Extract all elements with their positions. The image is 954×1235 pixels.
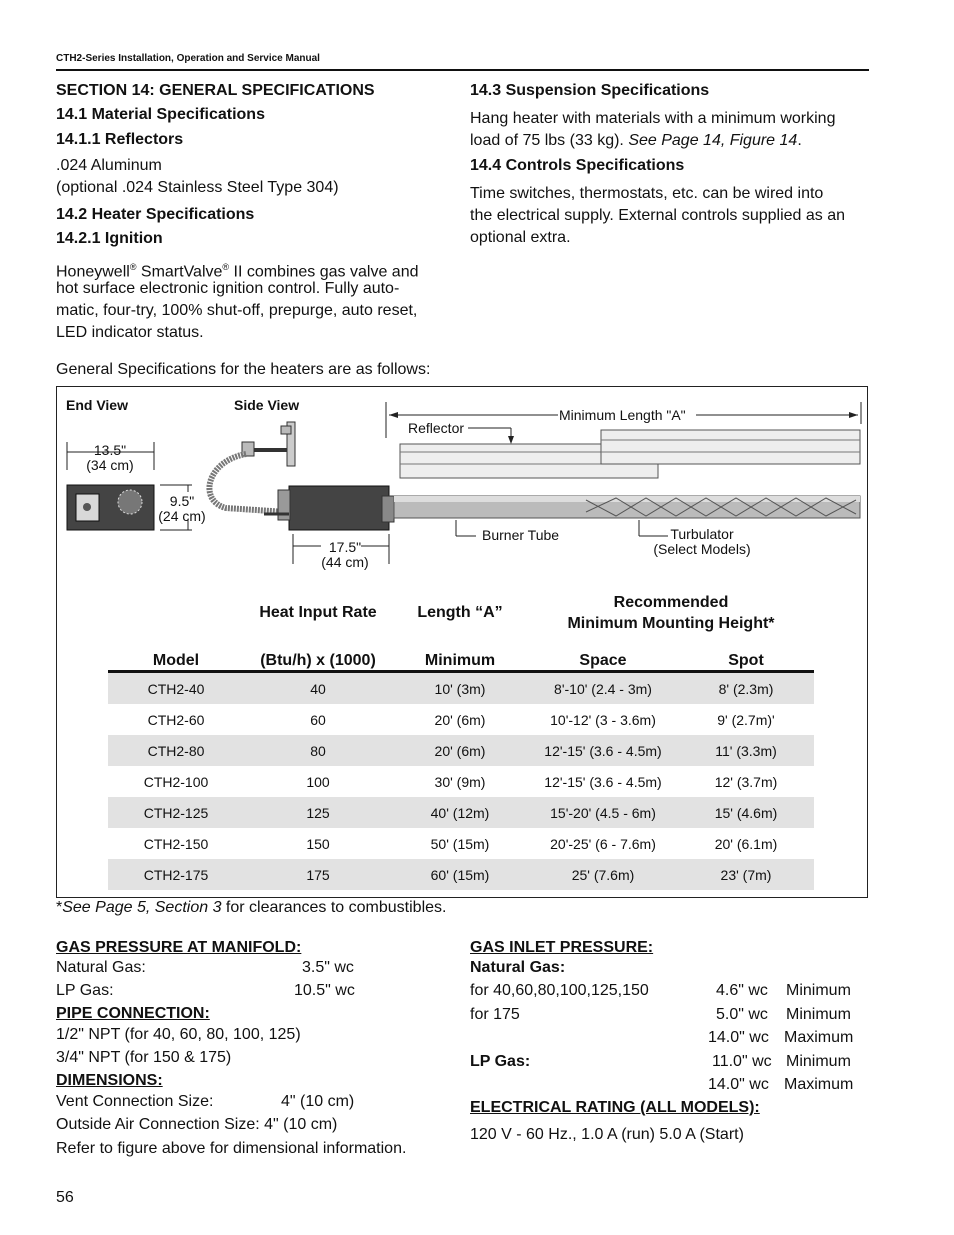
cell-space: 15'-20' (4.5 - 6m): [528, 797, 678, 828]
burner-tube-label: Burner Tube: [482, 527, 560, 543]
width-inches: 13.5": [93, 442, 127, 458]
cell-space: 12'-15' (3.6 - 4.5m): [544, 773, 662, 790]
cell-heat-input: 40: [244, 672, 392, 705]
page-number: 56: [56, 1189, 74, 1206]
inlet-row5-value: 14.0" wc: [708, 1076, 769, 1093]
footnote-star: *: [56, 899, 63, 916]
table-row: [108, 859, 814, 890]
turbulator-name: Turbulator: [670, 526, 734, 542]
cell-model: CTH2-125: [108, 797, 244, 828]
cell-length: 50' (15m): [430, 835, 490, 852]
table-row: [108, 797, 814, 828]
cell-spot: 20' (6.1m): [714, 835, 778, 852]
electrical-value: 120 V - 60 Hz., 1.0 A (run) 5.0 A (Start): [470, 1126, 744, 1143]
table-row: [108, 672, 814, 705]
cell-model: CTH2-150: [143, 835, 209, 852]
inlet-row4-kind: Minimum: [786, 1053, 851, 1070]
width-dimension: [70, 443, 150, 473]
controls-line-1: Time switches, thermostats, etc. can be wired into: [470, 185, 824, 202]
turbulator-label: [640, 527, 764, 557]
table-row: [108, 704, 814, 735]
cell-heat-input: 100: [306, 773, 330, 790]
heater-diagram: [56, 386, 868, 596]
table-row: [108, 735, 814, 766]
heading-ignition: 14.2.1 Ignition: [56, 230, 163, 247]
depth-inches: 17.5": [328, 539, 362, 555]
footnote: [56, 897, 446, 919]
cell-spot: 11' (3.3m): [678, 735, 814, 766]
natural-gas-value: 3.5" wc: [302, 959, 354, 976]
width-cm: (34 cm): [86, 457, 134, 473]
inlet-lp-label: LP Gas:: [470, 1053, 531, 1070]
cell-length: 60' (15m): [392, 859, 528, 890]
registered-mark: ®: [129, 262, 137, 272]
controls-line-3: optional extra.: [470, 229, 571, 246]
cell-model: CTH2-175: [108, 859, 244, 890]
reflector-optional: (optional .024 Stainless Steel Type 304): [56, 179, 339, 196]
cell-space: 20'-25' (6 - 7.6m): [550, 835, 656, 852]
cell-spot: 12' (3.7m): [714, 773, 778, 790]
inlet-row1-value: 4.6" wc: [716, 982, 768, 999]
burner-housing: [289, 486, 389, 530]
cell-heat-input: 150: [306, 835, 330, 852]
header-rule: [56, 69, 869, 71]
inlet-row2-kind: Minimum: [786, 1006, 851, 1023]
cell-model: CTH2-80: [108, 735, 244, 766]
electrical-heading: ELECTRICAL RATING (ALL MODELS):: [470, 1099, 760, 1116]
cell-model: CTH2-60: [147, 711, 205, 728]
ignition-line-4: LED indicator status.: [56, 324, 204, 341]
inlet-row4-value: 11.0" wc: [712, 1053, 772, 1070]
inlet-row5-kind: Maximum: [784, 1076, 854, 1093]
inlet-row2-value: 5.0" wc: [716, 1006, 768, 1023]
figure-reference: See Page 14, Figure 14: [628, 132, 798, 149]
lp-gas-label: LP Gas:: [56, 982, 114, 999]
col-btu: (Btu/h) x (1000): [244, 636, 392, 672]
suspension-line-1: Hang heater with materials with a minimum working: [470, 110, 836, 127]
pipe-connection-heading: PIPE CONNECTION:: [56, 1005, 210, 1022]
cell-heat-input: 175: [244, 859, 392, 890]
vent-size-label: Vent Connection Size:: [56, 1093, 214, 1110]
footnote-reference: See Page 5, Section 3: [62, 899, 222, 916]
height-dimension: [152, 494, 212, 524]
cell-spot: 8' (2.3m): [678, 672, 814, 705]
brand-smartvalve: SmartValve: [136, 263, 223, 281]
lp-gas-value: 10.5" wc: [294, 982, 355, 999]
ignition-line-2: hot surface electronic ignition control. Fully auto-: [56, 280, 400, 297]
pipe-line-2: 3/4" NPT (for 150 & 175): [56, 1049, 232, 1066]
heading-controls: 14.4 Controls Specifications: [470, 157, 685, 174]
col-minimum: Minimum: [392, 636, 528, 672]
cell-length: 30' (9m): [434, 773, 486, 790]
dimensions-heading: DIMENSIONS:: [56, 1072, 163, 1089]
cell-length: 10' (3m): [392, 672, 528, 705]
cell-space: 12'-15' (3.6 - 4.5m): [528, 735, 678, 766]
dimensions-refer: Refer to figure above for dimensional information.: [56, 1140, 407, 1157]
cell-length: 40' (12m): [392, 797, 528, 828]
cell-space: 25' (7.6m): [528, 859, 678, 890]
inlet-row3-value: 14.0" wc: [708, 1029, 769, 1046]
col-model: Model: [108, 636, 244, 672]
section-title: SECTION 14: GENERAL SPECIFICATIONS: [56, 82, 375, 99]
col-recommended-header: [528, 590, 814, 636]
specifications-table: [108, 590, 814, 890]
reflector-label: Reflector: [408, 420, 465, 436]
height-cm: (24 cm): [158, 508, 206, 524]
col-length-header: Length “A”: [417, 604, 503, 621]
table-row: [108, 828, 814, 859]
cell-model: CTH2-100: [143, 773, 209, 790]
brand-honeywell: Honeywell: [56, 263, 130, 281]
cell-heat-input: 125: [244, 797, 392, 828]
cell-model: CTH2-40: [108, 672, 244, 705]
suspension-load: load of 75 lbs (33 kg).: [470, 132, 629, 149]
inlet-row3-kind: Maximum: [784, 1029, 854, 1046]
col-space: Space: [528, 636, 678, 672]
inlet-row1-kind: Minimum: [786, 982, 851, 999]
natural-gas-label: Natural Gas:: [56, 959, 146, 976]
heading-reflectors: 14.1.1 Reflectors: [56, 131, 184, 148]
gas-manifold-heading: GAS PRESSURE AT MANIFOLD:: [56, 939, 302, 956]
footnote-text: for clearances to combustibles.: [221, 899, 447, 916]
heading-suspension: 14.3 Suspension Specifications: [470, 82, 710, 99]
reflector-material: .024 Aluminum: [56, 157, 162, 174]
cell-space: 10'-12' (3 - 3.6m): [550, 711, 656, 728]
col-model-spacer: [108, 590, 244, 636]
cell-heat-input: 80: [244, 735, 392, 766]
gas-inlet-heading: GAS INLET PRESSURE:: [470, 939, 654, 956]
min-mounting-height-label: Minimum Mounting Height*: [567, 615, 775, 632]
cell-heat-input: 60: [310, 711, 326, 728]
suspension-line-2: [470, 130, 802, 152]
turbulator-note: (Select Models): [653, 541, 751, 557]
ignition-line-3: matic, four-try, 100% shut-off, prepurge, auto reset,: [56, 302, 418, 319]
end-view-label: End View: [66, 397, 128, 413]
vent-size-value: 4" (10 cm): [281, 1093, 355, 1110]
side-view-label: Side View: [234, 397, 300, 413]
cell-length: 20' (6m): [392, 735, 528, 766]
outside-air-size: Outside Air Connection Size: 4" (10 cm): [56, 1116, 338, 1133]
recommended-label: Recommended: [613, 594, 729, 611]
cell-spot: 23' (7m): [678, 859, 814, 890]
running-header: CTH2-Series Installation, Operation and Service Manual: [56, 53, 320, 64]
inlet-row1-label: for 40,60,80,100,125,150: [470, 982, 649, 999]
cell-length: 20' (6m): [434, 711, 486, 728]
registered-mark: ®: [222, 262, 230, 272]
height-inches: 9.5": [169, 493, 195, 509]
heading-heater: 14.2 Heater Specifications: [56, 206, 255, 223]
minimum-length-label: Minimum Length "A": [559, 407, 686, 423]
depth-cm: (44 cm): [321, 554, 369, 570]
cell-spot: 9' (2.7m)': [717, 711, 775, 728]
col-spot: Spot: [678, 636, 814, 672]
heading-material: 14.1 Material Specifications: [56, 106, 265, 123]
spec-intro: General Specifications for the heaters are as follows:: [56, 361, 431, 378]
pipe-line-1: 1/2" NPT (for 40, 60, 80, 100, 125): [56, 1026, 301, 1043]
cell-space: 8'-10' (2.4 - 3m): [528, 672, 678, 705]
period: .: [797, 132, 802, 149]
inlet-row2-label: for 175: [470, 1006, 520, 1023]
depth-dimension: [305, 540, 385, 570]
cell-spot: 15' (4.6m): [678, 797, 814, 828]
col-heat-input-header: Heat Input Rate: [259, 604, 377, 621]
table-row: [108, 766, 814, 797]
inlet-natural-label: Natural Gas:: [470, 959, 566, 976]
ignition-text: II combines gas valve and: [229, 263, 419, 281]
controls-line-2: the electrical supply. External controls supplied as an: [470, 207, 846, 224]
